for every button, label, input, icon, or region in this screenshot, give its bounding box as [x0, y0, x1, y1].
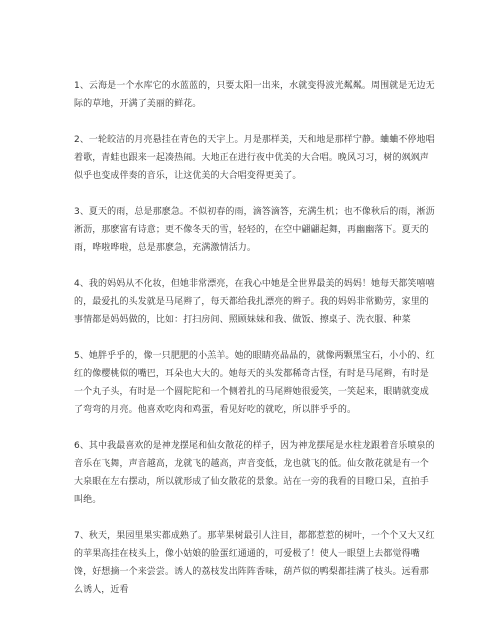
paragraph-4: 4、我的妈妈从不化妆，但她非常漂亮，在我心中她是全世界最美的妈妈！她每天都笑嘻嘻的，最爱扎的头发就是马尾辫了，每天都给我扎漂亮的辫子。我的妈妈非常勤劳，家里的事情都是妈妈做的，比如：打扫房间、照顾妹妹和我、做饭、擦桌子、洗衣服、种菜 [74, 279, 435, 325]
document-body [74, 77, 436, 617]
paragraph-3: 3、夏天的雨，总是那麽急。不似初春的雨，滴答滴答，充满生机；也不像秋后的雨，淅沥淅沥，那麽富有诗意；更不像冬天的雪，轻轻的，在空中翩翩起舞，再幽幽落下。夏天的雨，哗啦哗啦，总是那麽急，充满激情活力。 [74, 207, 435, 253]
paragraph-2: 2、一轮皎洁的月亮悬挂在青色的天宇上。月是那样美，天和地是那样宁静。蛐蛐不停地唱着歌，青蛙也跟来一起凑热闹。大地正在进行夜中优美的大合唱。晚风习习，树的飒飒声似乎也变成伴奏的音乐，让这优美的大合唱变得更美了。 [74, 135, 435, 181]
paragraph-5: 5、她胖乎乎的，像一只肥肥的小羔羊。她的眼睛亮晶晶的，就像两颗黑宝石，小小的、红红的像樱桃似的嘴巴，耳朵也大大的。她每天的头发都稀奇古怪，有时是马尾辫，有时是一个丸子头，有时是一个圆陀陀和一个侧着扎的马尾辫她很爱笑，一笑起来，眼睛就变成了弯弯的月亮。他喜欢吃肉和鸡蛋，看见好吃的就吃，所以胖乎乎的。 [74, 351, 435, 415]
paragraph-7: 7、秋天，果园里果实都成熟了。那苹果树最引人注目，都都惹惹的树叶，一个个又大又红的苹果高挂在枝头上，像小姑娘的脸蛋红通通的，可爱极了！使人一眼望上去都觉得嘴馋，好想摘一个来尝尝。诱人的荔枝发出阵阵香味，葫芦似的鸭梨都挂满了枝头。远看那么诱人，近看 [74, 531, 435, 595]
paragraph-1: 1、云海是一个水库它的水蓝蓝的，只要太阳一出来，水就变得波光粼粼。周围就是无边无际的草地，开满了美丽的鲜花。 [74, 81, 435, 109]
paragraph-6: 6、其中我最喜欢的是神龙摆尾和仙女散花的样子，因为神龙摆尾是水柱龙跟着音乐喷泉的音乐在飞舞，声音越高，龙就飞的越高，声音变低，龙也就飞的低。仙女散花就是有一个大泉眼在左右摆动，所以就形成了仙女散花的景象。站在一旁的我看的目瞪口呆，直拍手叫绝。 [74, 441, 435, 505]
